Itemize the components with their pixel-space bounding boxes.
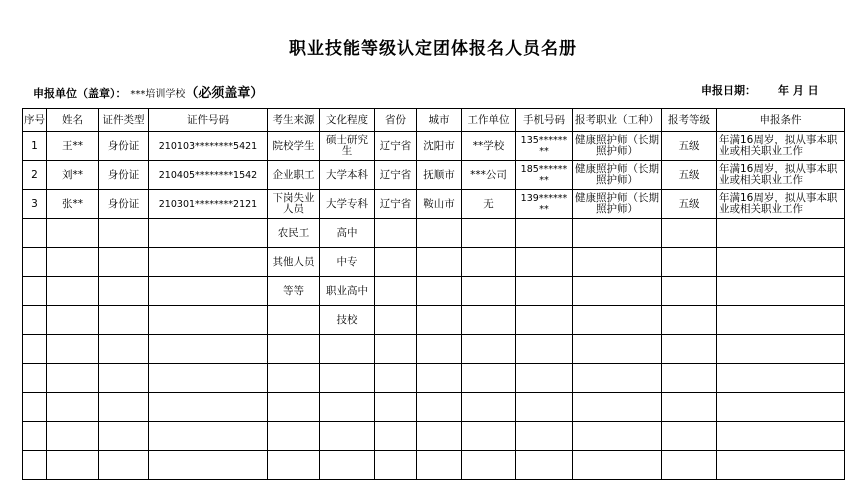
cell-col-employer (462, 306, 516, 335)
cell-col-education (320, 422, 375, 451)
cell-col-city (417, 277, 462, 306)
cell-col-source (268, 306, 320, 335)
cell-col-id-type (99, 364, 149, 393)
cell-col-province (375, 422, 417, 451)
header-col-city: 城市 (417, 109, 462, 132)
cell-col-level (662, 451, 717, 480)
cell-col-city: 鞍山市 (417, 190, 462, 219)
cell-col-id-number (149, 393, 268, 422)
cell-col-phone (516, 364, 573, 393)
cell-col-index (23, 277, 47, 306)
header-col-education: 文化程度 (320, 109, 375, 132)
cell-col-province: 辽宁省 (375, 161, 417, 190)
date-label: 申报日期： (701, 84, 756, 97)
cell-col-id-number (149, 219, 268, 248)
cell-col-id-type (99, 335, 149, 364)
cell-col-phone: 135****** ** (516, 132, 573, 161)
cell-col-id-type: 身份证 (99, 132, 149, 161)
cell-col-employer (462, 335, 516, 364)
cell-col-city (417, 393, 462, 422)
cell-col-phone (516, 335, 573, 364)
cell-col-education: 硕士研究生 (320, 132, 375, 161)
cell-col-name (47, 219, 99, 248)
cell-col-conditions (717, 306, 845, 335)
cell-col-city (417, 306, 462, 335)
cell-col-phone (516, 248, 573, 277)
cell-col-id-type (99, 306, 149, 335)
cell-col-phone: 185****** ** (516, 161, 573, 190)
cell-col-province: 辽宁省 (375, 132, 417, 161)
application-date (701, 82, 819, 98)
cell-col-employer (462, 219, 516, 248)
cell-col-phone (516, 422, 573, 451)
cell-col-level: 五级 (662, 161, 717, 190)
cell-col-occupation (573, 422, 662, 451)
table-row (23, 422, 845, 451)
cell-col-id-type (99, 277, 149, 306)
cell-col-id-type (99, 422, 149, 451)
cell-col-province (375, 451, 417, 480)
cell-col-index (23, 335, 47, 364)
cell-col-education (320, 451, 375, 480)
roster-table (22, 108, 845, 480)
cell-col-education: 大学专科 (320, 190, 375, 219)
cell-col-phone (516, 451, 573, 480)
cell-col-source: 下岗失业 人员 (268, 190, 320, 219)
cell-col-education: 技校 (320, 306, 375, 335)
cell-col-level: 五级 (662, 190, 717, 219)
cell-col-city (417, 335, 462, 364)
applicant-label: 申报单位（盖章）： (33, 87, 127, 100)
cell-col-employer: ***公司 (462, 161, 516, 190)
cell-col-conditions: 年满16周岁，拟从事本职业或相关职业工作 (717, 161, 845, 190)
cell-col-conditions (717, 364, 845, 393)
cell-col-name: 王** (47, 132, 99, 161)
header-col-id-type: 证件类型 (99, 109, 149, 132)
header-col-level: 报考等级 (662, 109, 717, 132)
cell-col-level: 五级 (662, 132, 717, 161)
cell-col-occupation (573, 248, 662, 277)
table-row (23, 393, 845, 422)
page-title: 职业技能等级认定团体报名人员名册 (289, 39, 577, 59)
table-row (23, 364, 845, 393)
cell-col-conditions (717, 277, 845, 306)
cell-col-level (662, 306, 717, 335)
cell-col-name (47, 422, 99, 451)
cell-col-city (417, 451, 462, 480)
cell-col-name (47, 364, 99, 393)
cell-col-occupation (573, 219, 662, 248)
cell-col-id-number (149, 306, 268, 335)
cell-col-index: 2 (23, 161, 47, 190)
header-col-source: 考生来源 (268, 109, 320, 132)
cell-col-name: 刘** (47, 161, 99, 190)
applicant-note: （必须盖章） (185, 86, 264, 101)
header-col-index: 序号 (23, 109, 47, 132)
cell-col-index: 1 (23, 132, 47, 161)
cell-col-occupation (573, 335, 662, 364)
cell-col-conditions (717, 393, 845, 422)
cell-col-phone (516, 219, 573, 248)
cell-col-employer: 无 (462, 190, 516, 219)
cell-col-province (375, 219, 417, 248)
cell-col-employer (462, 248, 516, 277)
cell-col-name (47, 451, 99, 480)
cell-col-source: 院校学生 (268, 132, 320, 161)
cell-col-phone (516, 277, 573, 306)
cell-col-city (417, 364, 462, 393)
cell-col-source: 企业职工 (268, 161, 320, 190)
cell-col-source: 农民工 (268, 219, 320, 248)
cell-col-level (662, 364, 717, 393)
cell-col-id-number: 210103********5421 (149, 132, 268, 161)
cell-col-province (375, 335, 417, 364)
cell-col-name: 张** (47, 190, 99, 219)
cell-col-index (23, 248, 47, 277)
cell-col-name (47, 248, 99, 277)
cell-col-occupation: 健康照护师（长期照护师） (573, 132, 662, 161)
cell-col-id-type (99, 248, 149, 277)
cell-col-education (320, 364, 375, 393)
cell-col-education: 中专 (320, 248, 375, 277)
cell-col-province (375, 393, 417, 422)
cell-col-employer (462, 393, 516, 422)
cell-col-conditions (717, 422, 845, 451)
cell-col-id-number (149, 335, 268, 364)
cell-col-index (23, 306, 47, 335)
cell-col-province (375, 248, 417, 277)
cell-col-index: 3 (23, 190, 47, 219)
cell-col-source (268, 451, 320, 480)
cell-col-name (47, 306, 99, 335)
cell-col-index (23, 219, 47, 248)
cell-col-name (47, 393, 99, 422)
cell-col-source (268, 335, 320, 364)
cell-col-province: 辽宁省 (375, 190, 417, 219)
cell-col-id-number (149, 277, 268, 306)
cell-col-level (662, 335, 717, 364)
cell-col-education: 职业高中 (320, 277, 375, 306)
table-row (23, 190, 845, 219)
cell-col-conditions (717, 248, 845, 277)
applicant-unit (33, 82, 263, 101)
cell-col-index (23, 364, 47, 393)
table-row (23, 132, 845, 161)
header-col-conditions: 申报条件 (717, 109, 845, 132)
cell-col-education (320, 393, 375, 422)
cell-col-id-type (99, 451, 149, 480)
table-row (23, 306, 845, 335)
cell-col-conditions (717, 219, 845, 248)
cell-col-id-type: 身份证 (99, 190, 149, 219)
cell-col-name (47, 335, 99, 364)
cell-col-phone (516, 393, 573, 422)
cell-col-index (23, 451, 47, 480)
cell-col-index (23, 422, 47, 451)
cell-col-id-number (149, 364, 268, 393)
cell-col-education (320, 335, 375, 364)
applicant-org: ***培训学校 (130, 89, 186, 100)
cell-col-occupation: 健康照护师（长期照护师） (573, 190, 662, 219)
cell-col-source (268, 364, 320, 393)
cell-col-occupation: 健康照护师（长期照护师） (573, 161, 662, 190)
cell-col-employer (462, 451, 516, 480)
cell-col-occupation (573, 451, 662, 480)
table-row (23, 248, 845, 277)
cell-col-occupation (573, 277, 662, 306)
cell-col-conditions: 年满16周岁，拟从事本职业或相关职业工作 (717, 190, 845, 219)
cell-col-province (375, 364, 417, 393)
cell-col-city (417, 422, 462, 451)
cell-col-city (417, 248, 462, 277)
cell-col-source: 等等 (268, 277, 320, 306)
cell-col-occupation (573, 393, 662, 422)
cell-col-id-type: 身份证 (99, 161, 149, 190)
cell-col-employer (462, 277, 516, 306)
cell-col-city: 抚顺市 (417, 161, 462, 190)
table-row (23, 219, 845, 248)
cell-col-level (662, 248, 717, 277)
cell-col-province (375, 306, 417, 335)
cell-col-id-type (99, 393, 149, 422)
cell-col-level (662, 277, 717, 306)
header-col-name: 姓名 (47, 109, 99, 132)
cell-col-employer (462, 422, 516, 451)
cell-col-source: 其他人员 (268, 248, 320, 277)
cell-col-employer: **学校 (462, 132, 516, 161)
cell-col-phone: 139****** ** (516, 190, 573, 219)
table-row (23, 451, 845, 480)
cell-col-source (268, 393, 320, 422)
header-col-occupation: 报考职业（工种） (573, 109, 662, 132)
date-parts: 年 月 日 (778, 84, 819, 97)
cell-col-phone (516, 306, 573, 335)
table-row (23, 277, 845, 306)
table-row (23, 161, 845, 190)
cell-col-conditions (717, 451, 845, 480)
cell-col-id-number (149, 248, 268, 277)
cell-col-id-type (99, 219, 149, 248)
cell-col-id-number (149, 451, 268, 480)
cell-col-level (662, 219, 717, 248)
cell-col-id-number: 210301********2121 (149, 190, 268, 219)
cell-col-conditions (717, 335, 845, 364)
cell-col-city (417, 219, 462, 248)
header-col-id-number: 证件号码 (149, 109, 268, 132)
cell-col-id-number: 210405********1542 (149, 161, 268, 190)
cell-col-city: 沈阳市 (417, 132, 462, 161)
cell-col-occupation (573, 306, 662, 335)
table-row (23, 335, 845, 364)
header-col-phone: 手机号码 (516, 109, 573, 132)
cell-col-province (375, 277, 417, 306)
cell-col-id-number (149, 422, 268, 451)
cell-col-level (662, 422, 717, 451)
header-row (23, 109, 845, 132)
cell-col-source (268, 422, 320, 451)
cell-col-level (662, 393, 717, 422)
cell-col-education: 高中 (320, 219, 375, 248)
cell-col-conditions: 年满16周岁，拟从事本职业或相关职业工作 (717, 132, 845, 161)
cell-col-education: 大学本科 (320, 161, 375, 190)
cell-col-index (23, 393, 47, 422)
cell-col-name (47, 277, 99, 306)
header-col-province: 省份 (375, 109, 417, 132)
cell-col-occupation (573, 364, 662, 393)
cell-col-employer (462, 364, 516, 393)
header-col-employer: 工作单位 (462, 109, 516, 132)
